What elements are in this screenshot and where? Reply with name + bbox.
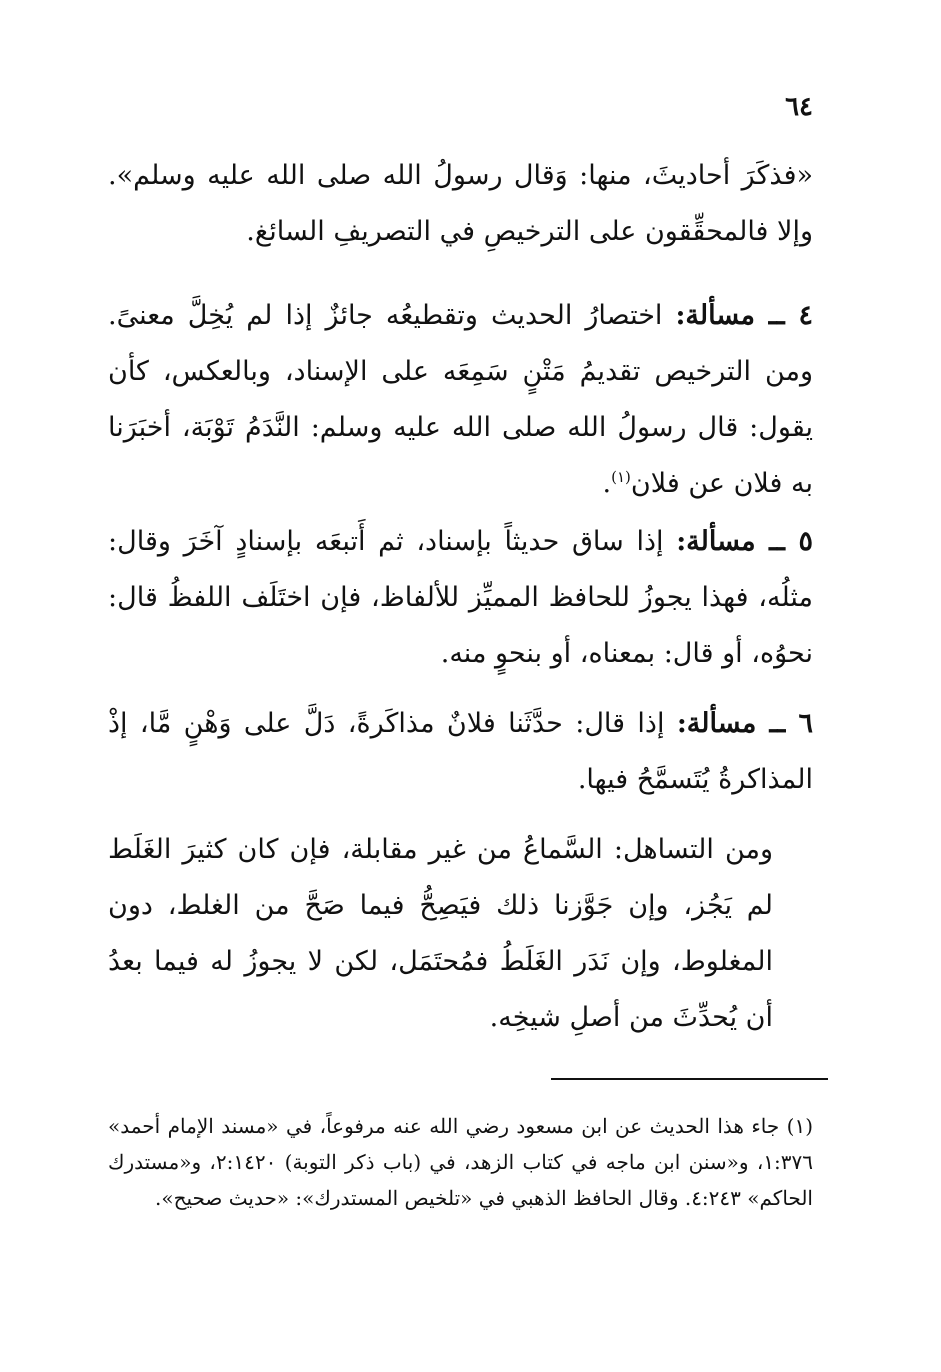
issue-4-text: اختصارُ الحديث وتقطيعُه جائزٌ إذا لم يُخِلَّ معنىً. ومن الترخيص تقديمُ مَتْنٍ سَمِعَه على الإسناد، وبالعكس، كأن يقول: قال رسولُ الله صلى الله عليه وسلم: النَّدَمُ تَوْبَة، أخبَرَنا به فلان عن فلان (108, 300, 813, 499)
page-number: ٦٤ (785, 92, 813, 122)
issue-6-heading: ٦ ــ مسألة: (676, 708, 813, 739)
issue-5-heading: ٥ ــ مسألة: (676, 526, 813, 557)
issue-5-paragraph (108, 514, 813, 682)
issue-5-text: إذا ساق حديثاً بإسناد، ثم أَتبعَه بإسنادٍ آخَرَ وقال: مثلُه، فهذا يجوزُ للحافظ المميِّز للألفاظ، فإن اختَلَف اللفظُ قال: نحوُه، أو قال: بمعناه، أو بنحوٍ منه. (108, 526, 813, 669)
issue-6-text: إذا قال: حدَّثَنا فلانٌ مذاكَرةً، دَلَّ على وَهْنٍ مَّا، إذْ المذاكرةُ يُتَسمَّحُ فيها. (108, 708, 813, 795)
sentence-end: . (602, 468, 612, 499)
footnote-reference: (١) (611, 468, 631, 486)
footnote-text: (١) جاء هذا الحديث عن ابن مسعود رضي الله عنه مرفوعاً، في «مسند الإمام أحمد» ١:٣٧٦، و«سنن ابن ماجه في كتاب الزهد، في (باب ذكر التوبة) ٢:١٤٢٠، و«مستدرك الحاكم» ٤:٢٤٣. وقال الحافظ الذهبي في «تلخيص المستدرك»: «حديث صحيح». (108, 1114, 814, 1210)
paragraph-text (108, 514, 813, 682)
issue-4-paragraph (108, 288, 813, 512)
footnote (108, 1108, 813, 1216)
paragraph-hadith-mention (108, 148, 813, 260)
paragraph-text: «فذكَرَ أحاديثَ، منها: وَقال رسولُ الله صلى الله عليه وسلم». وإلا فالمحقِّقون على الترخيصِ في التصريفِ السائغ. (108, 160, 813, 247)
issue-4-heading: ٤ ــ مسألة: (675, 300, 813, 331)
paragraph-text: ومن التساهل: السَّماعُ من غير مقابلة، فإن كان كثيرَ الغَلَط لم يَجُز، وإن جَوَّزنا ذلك فيَصِحُّ فيما صَحَّ من الغلط، دون المغلوط، وإن نَدَر الغَلَطُ فمُحتَمَل، لكن لا يجوزُ له فيما بعدُ أن يُحدِّثَ من أصلِ شيخِه. (108, 834, 773, 1033)
paragraph-text (108, 696, 813, 808)
laxity-paragraph (108, 822, 813, 1046)
footnote-divider (551, 1078, 828, 1080)
paragraph-text (108, 288, 813, 512)
issue-6-paragraph (108, 696, 813, 808)
